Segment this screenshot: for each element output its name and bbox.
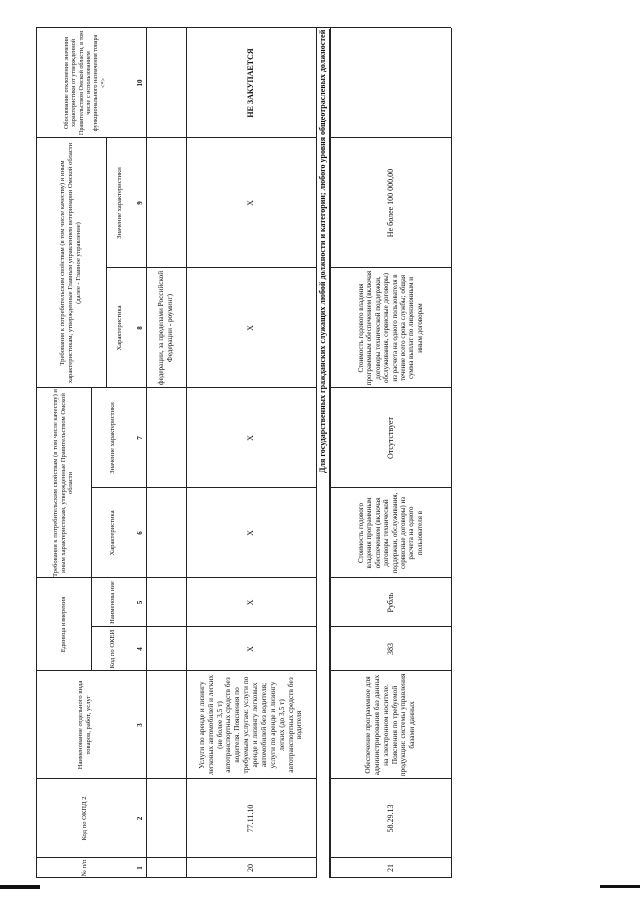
row21-col9: Не более 100 000,00 [385,168,395,238]
header-unit-name: Наименова ние [108,581,116,624]
header-vet-char: Характеристика [116,305,124,351]
header-gov-group: Требования к потребительским свойствам (в том числе качеству) и иным характеристикам, утвержденные Правительством Омской области [51,389,75,577]
row-line [146,28,147,878]
col-number: 7 [135,436,144,440]
col-number: 2 [135,816,144,821]
header-name: Наименование отдельного вида товаров, работ, услуг [77,680,92,770]
row20-x4: Х [246,646,256,652]
row20-num: 20 [246,864,256,872]
row21-col8: Стоимость годового владения программным обеспечением (включая договоры технической поддержки, обслуживания, сервисные договоры) из расчета на одного пользователя в течение всего срока службы; общая сумма выплат по лицензионным и иным договорам [356,270,424,386]
col-number: 8 [135,326,144,330]
row21-col6: Стоимость годового владения программным обеспечением (включая договоры технической поддержки, обслуживания, сервисные договоры) из расчета на одного пользователя в [356,492,424,574]
header-vet-group: Требования к потребительским свойствам (в том числе качеству) и иным характеристикам, утвержденные Главным управлением ветеринарии Омской области (далее - Главное управление) [59,142,82,384]
col-number: 6 [135,531,144,535]
header-num: № п/п [81,859,89,877]
header-vet-value: Значение характеристики [116,167,124,239]
section-title-rotated: Для государственных гражданских служащих любой должности и категории; любого уровня общеотраслевых должностей [318,30,328,474]
col-number: 3 [135,723,144,727]
header-gov-char: Характеристика [108,510,116,556]
row21-num: 21 [385,864,395,872]
col-number: 10 [135,79,144,87]
table-body [36,28,456,878]
row20-x5: Х [246,599,256,606]
row20-x8: Х [246,325,256,331]
row21-okei: 383 [385,643,395,655]
header-gov-value: Значение характеристики [108,402,116,474]
col-number: 9 [135,201,144,205]
scan-artifact [0,885,40,889]
header-justification: Обоснование отклонения значения характеристики от утвержденной Правительством Омской области, в том числе с использованием функционального назначения товара <*> [62,30,107,136]
header-unit-group: Единица измерения [59,596,67,653]
col-number: 5 [135,600,144,605]
row21-col7: Отсутствует [385,417,395,459]
row20-code: 77.11.10 [246,804,256,833]
row21-unit: Рубль [385,592,395,613]
row21-code: 58.29.13 [385,804,395,833]
row20-name: Услуги по аренде и лизингу легковых автомобилей и легких (не более 3,5 т) автотранспортных средств без водителя. Пояснения по требуемым услугам: услуги по аренде и лизингу легковых автомобилей без водителя; услуги по аренде и лизингу легких (до 3,5 т) автотранспортных средств без водителя [196,674,304,776]
header-okei: Код по ОКЕИ [108,629,116,669]
row20-note: НЕ ЗАКУПАЕТСЯ [246,48,256,118]
header-okpd: Код по ОКПД 2 [81,796,89,841]
prev-row-col8: федерации, за пределами Российской Федерации - роуминг) [157,270,174,386]
col-number: 4 [135,647,144,651]
row20-x6: Х [246,530,256,536]
scan-artifact [600,885,640,888]
col-line [36,857,451,858]
row20-x9: Х [246,200,256,206]
row21-name: Обеспечение программное для администрирования баз данных на электронном носителе. Пояснения по требуемой продукции: системы управления базами данных [362,673,417,777]
col-number: 1 [135,866,144,870]
row20-x7: Х [246,435,256,441]
